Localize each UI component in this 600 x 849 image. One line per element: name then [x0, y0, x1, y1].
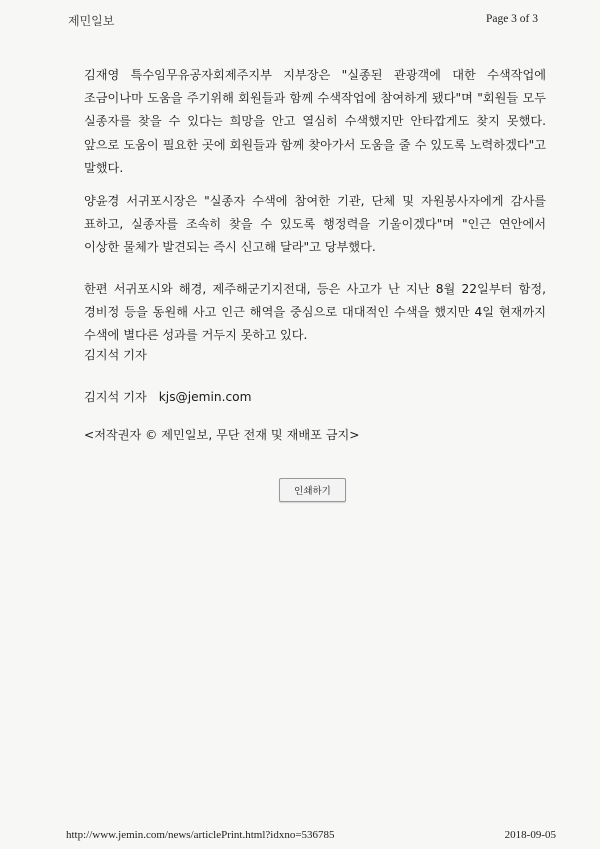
- byline-name: 김지석 기자: [84, 390, 147, 404]
- byline-email[interactable]: kjs@jemin.com: [158, 390, 252, 404]
- reporter-line: 김지석 기자: [84, 348, 147, 362]
- footer-date: 2018-09-05: [504, 829, 556, 841]
- article-paragraph-2: 양윤경 서귀포시장은 "실종자 수색에 참여한 기관, 단체 및 자원봉사자에게 감사를 표하고, 실종자를 조속히 찾을 수 있도록 행정력을 기울이겠다"며 "인근 연안에서 이상한 물체가 발견되는 즉시 신고해 달라"고 당부했다.: [84, 194, 546, 255]
- print-button[interactable]: 인쇄하기: [279, 478, 346, 502]
- article-paragraph-3: 한편 서귀포시와 해경, 제주해군기지전대, 등은 사고가 난 지난 8월 22일부터 함정, 경비정 등을 동원해 사고 인근 해역을 중심으로 대대적인 수색을 했지만 4일 현재까지 수색에 별다른 성과를 거두지 못하고 있다.: [84, 282, 546, 343]
- byline: [84, 386, 252, 409]
- publication-name: 제민일보: [68, 14, 115, 28]
- page-indicator: Page 3 of 3: [485, 13, 538, 25]
- article-paragraph-1: 김재영 특수임무유공자회제주지부 지부장은 "실종된 관광객에 대한 수색작업에 조금이나마 도움을 주기위해 회원들과 함께 수색작업에 참여하게 됐다"며 "회원들 모두 실종자를 찾을 수 있다는 희망을 안고 열심히 수색했지만 안타깝게도 찾지 못했다. 앞으로 도움이 필요한 곳에 회원들과 함께 찾아가서 도움을 줄 수 있도록 노력하겠다"고 말했다.: [84, 68, 546, 175]
- copyright-notice: <저작권자 © 제민일보, 무단 전재 및 재배포 금지>: [84, 428, 360, 442]
- footer-url[interactable]: http://www.jemin.com/news/articlePrint.html?idxno=536785: [66, 829, 335, 841]
